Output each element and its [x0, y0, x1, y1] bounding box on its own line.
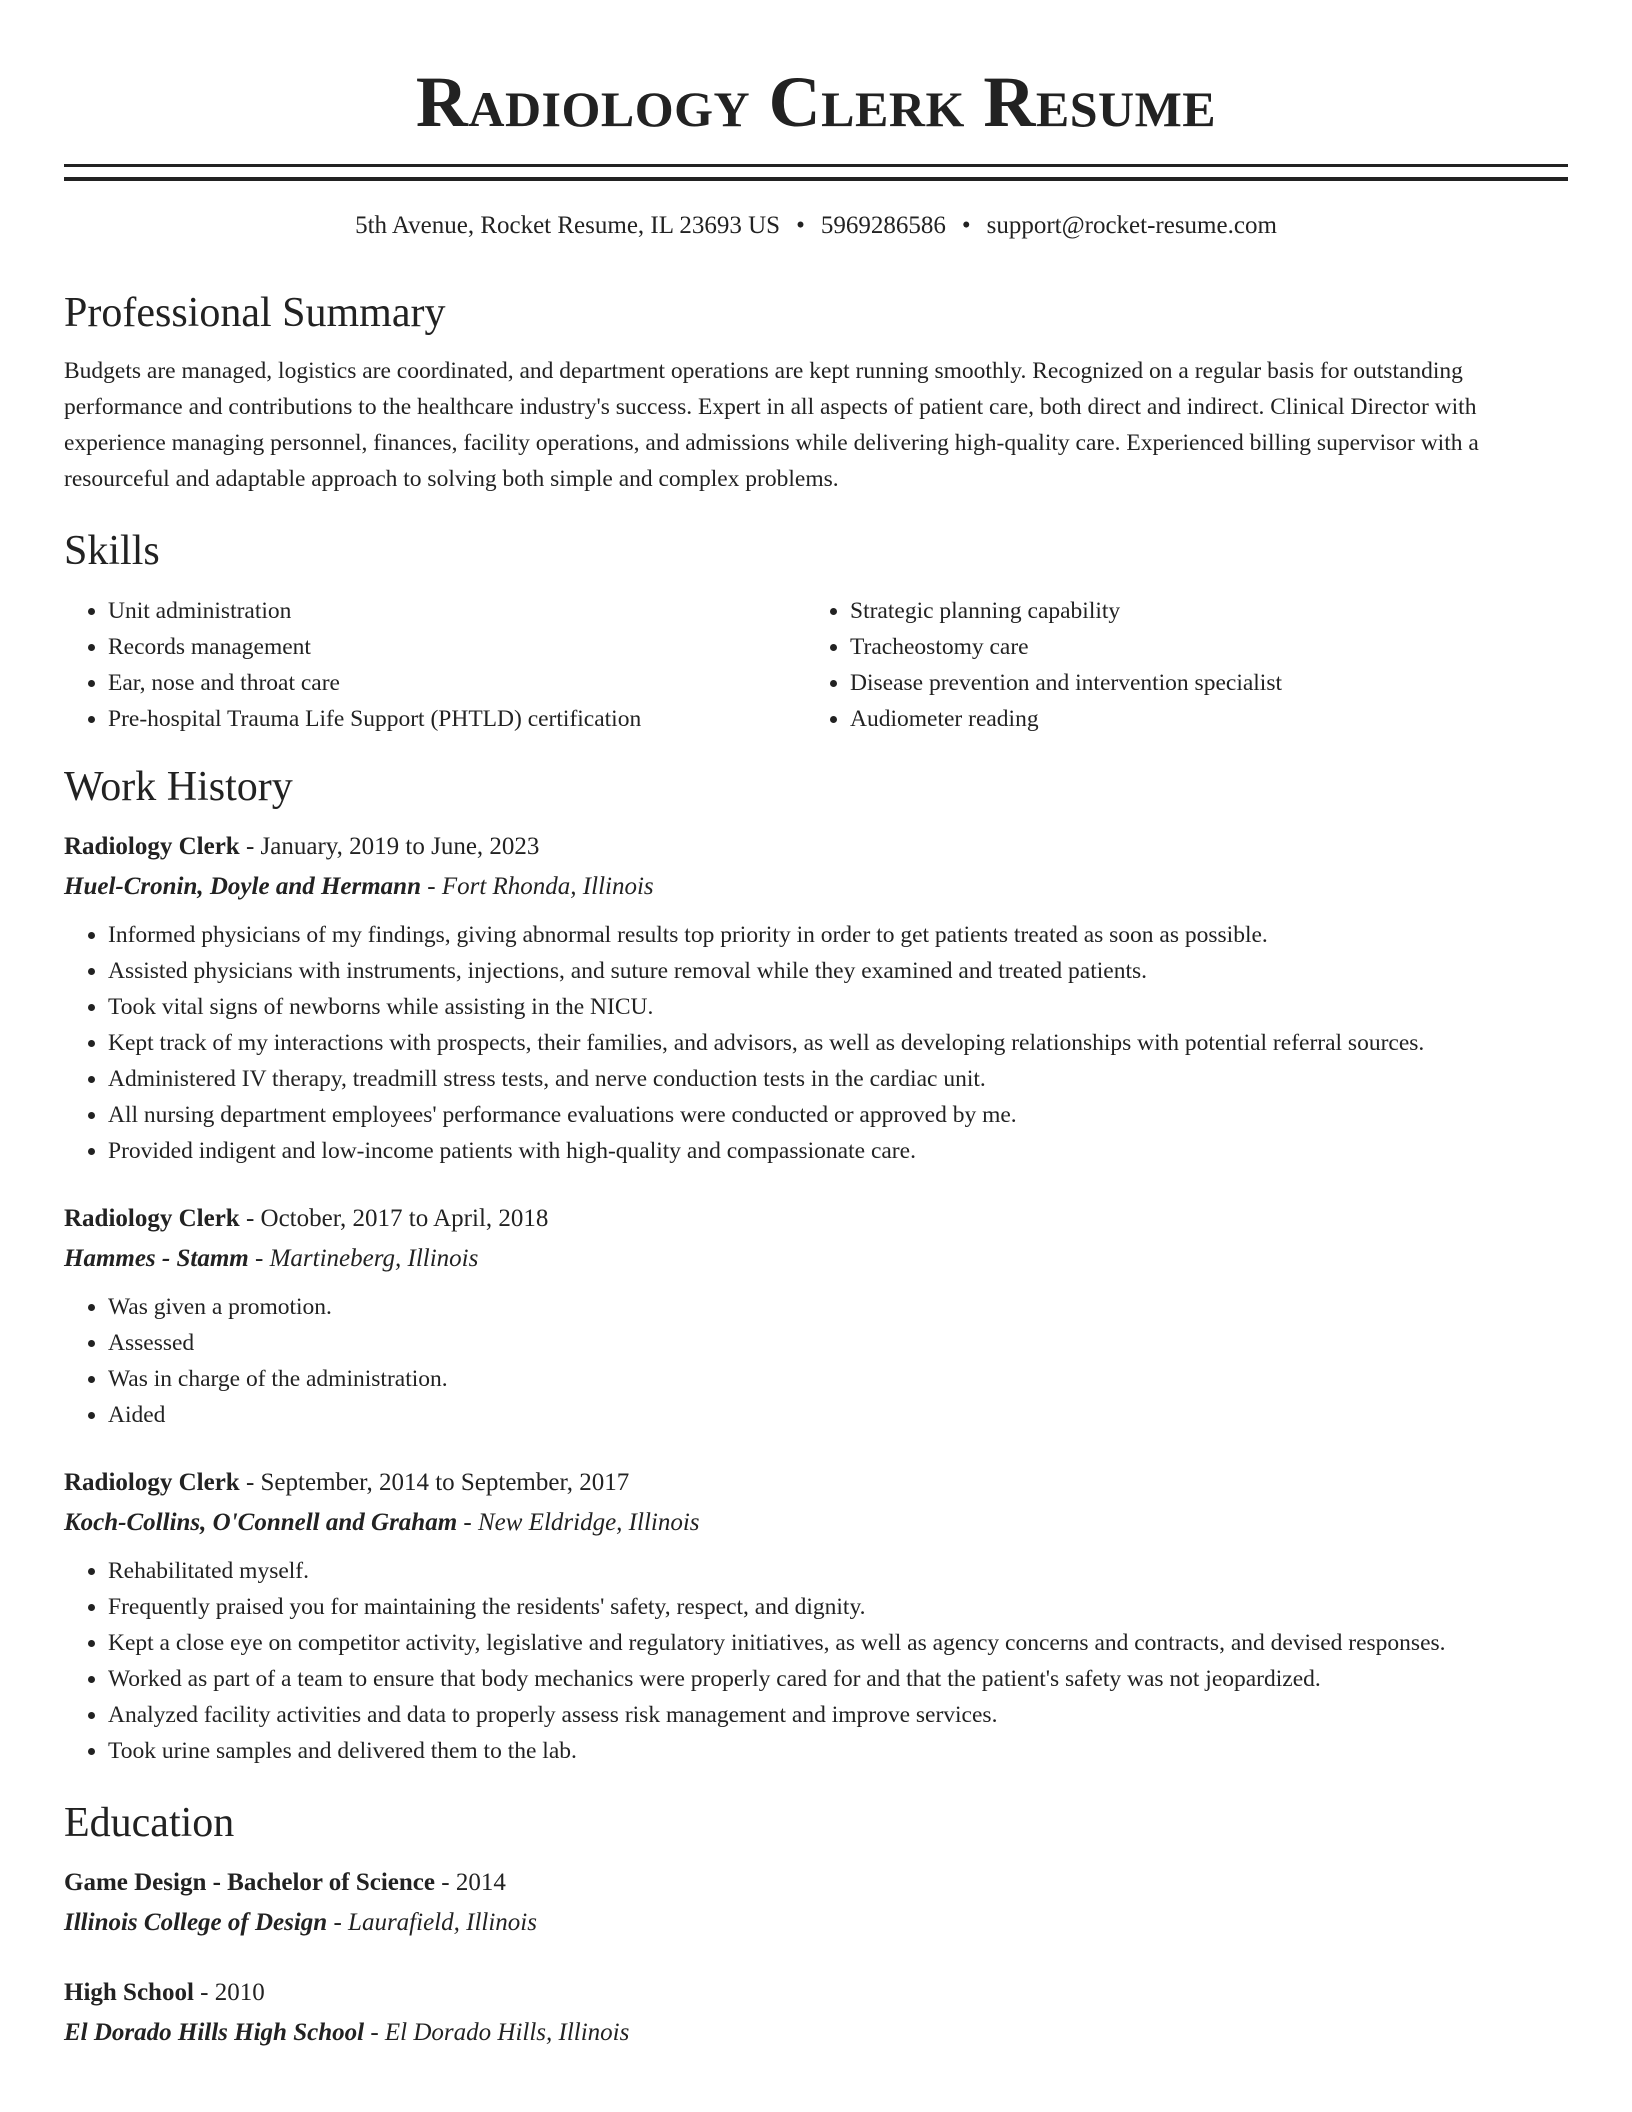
skills-heading: Skills	[64, 528, 160, 574]
job-company-line: Huel-Cronin, Doyle and Hermann - Fort Rhonda, Illinois	[64, 873, 654, 900]
job-bullet: • Assessed	[108, 1325, 1568, 1361]
job-role-line: Radiology Clerk - January, 2019 to June, 2023	[64, 833, 540, 860]
job-dates: October, 2017 to April, 2018	[260, 1205, 549, 1232]
job-bullet: • Informed physicians of my findings, giving abnormal results top priority in order to get patients treated as soon as possible.	[108, 917, 1568, 953]
education-degree: Game Design - Bachelor of Science	[64, 1869, 435, 1896]
education-entry	[64, 1863, 1568, 1943]
contact-email: support@rocket-resume.com	[986, 212, 1277, 239]
education-school: El Dorado Hills High School	[64, 2019, 365, 2046]
education-degree: High School	[64, 1979, 194, 2006]
education-degree-line: High School - 2010	[64, 1979, 265, 2006]
job-bullet: • Administered IV therapy, treadmill stress tests, and nerve conduction tests in the cardiac unit.	[108, 1061, 1568, 1097]
job-company-line: Hammes - Stamm - Martineberg, Illinois	[64, 1245, 479, 1272]
skill-item: • Tracheostomy care	[850, 629, 1548, 665]
contact-separator: •	[796, 212, 805, 239]
job-company: Huel-Cronin, Doyle and Hermann	[64, 873, 421, 900]
job-bullet: • Assisted physicians with instruments, injections, and suture removal while they examined and treated patients.	[108, 953, 1568, 989]
job-role-line: Radiology Clerk - October, 2017 to April, 2018	[64, 1205, 549, 1232]
job-bullet: • Aided	[108, 1397, 1568, 1433]
resume-title: Radiology Clerk Resume	[415, 62, 1217, 142]
job-dates: September, 2014 to September, 2017	[260, 1469, 630, 1496]
job-role: Radiology Clerk	[64, 833, 240, 860]
summary-heading: Professional Summary	[64, 290, 446, 336]
education-entry	[64, 1973, 1568, 2053]
skill-item: • Strategic planning capability	[850, 593, 1548, 629]
job-bullet: • Worked as part of a team to ensure that body mechanics were properly cared for and that the patient's safety was not jeopardized.	[108, 1661, 1568, 1697]
job-bullet: • Was given a promotion.	[108, 1289, 1568, 1325]
education-location: El Dorado Hills, Illinois	[384, 2019, 630, 2046]
job-entry	[64, 1463, 1568, 1769]
job-role: Radiology Clerk	[64, 1205, 240, 1232]
job-bullet: • Was in charge of the administration.	[108, 1361, 1568, 1397]
job-bullets	[64, 1289, 1568, 1433]
job-role-line: Radiology Clerk - September, 2014 to September, 2017	[64, 1469, 630, 1496]
skill-item: • Ear, nose and throat care	[108, 665, 806, 701]
skill-item: • Records management	[108, 629, 806, 665]
job-bullet: • Took urine samples and delivered them to the lab.	[108, 1733, 1568, 1769]
job-bullet: • Took vital signs of newborns while assisting in the NICU.	[108, 989, 1568, 1025]
title-divider	[64, 164, 1568, 181]
skill-item: • Pre-hospital Trauma Life Support (PHTLD) certification	[108, 701, 806, 737]
education-location: Laurafield, Illinois	[348, 1909, 537, 1936]
job-company-line: Koch-Collins, O'Connell and Graham - New Eldridge, Illinois	[64, 1509, 700, 1536]
job-location: New Eldridge, Illinois	[477, 1509, 700, 1536]
job-company: Koch-Collins, O'Connell and Graham	[64, 1509, 458, 1536]
job-dates: January, 2019 to June, 2023	[260, 833, 540, 860]
job-bullet: • Frequently praised you for maintaining the residents' safety, respect, and dignity.	[108, 1589, 1568, 1625]
job-bullet: • Analyzed facility activities and data to properly assess risk management and improve services.	[108, 1697, 1568, 1733]
education-school-line: El Dorado Hills High School - El Dorado Hills, Illinois	[64, 2019, 630, 2046]
skills-list	[64, 593, 1568, 737]
work-history-heading: Work History	[64, 764, 293, 810]
skill-item: • Audiometer reading	[850, 701, 1548, 737]
skills-column-left	[64, 593, 806, 737]
summary-text: Budgets are managed, logistics are coordinated, and department operations are kept running smoothly. Recognized on a regular basis for outstanding performance and contributions to the healthcare industry's success. Expert in all aspects of patient care, both direct and indirect. Clinical Director with experience managing personnel, finances, facility operations, and admissions while delivering high-quality care. Experienced billing supervisor with a resourceful and adaptable approach to solving both simple and complex problems.	[64, 358, 1479, 492]
education-heading: Education	[64, 1800, 235, 1846]
job-bullets	[64, 917, 1568, 1169]
contact-line	[64, 209, 1568, 243]
skill-item: • Unit administration	[108, 593, 806, 629]
job-bullets	[64, 1553, 1568, 1769]
job-bullet: • All nursing department employees' performance evaluations were conducted or approved by me.	[108, 1097, 1568, 1133]
job-location: Fort Rhonda, Illinois	[441, 873, 654, 900]
job-bullet: • Rehabilitated myself.	[108, 1553, 1568, 1589]
job-location: Martineberg, Illinois	[269, 1245, 479, 1272]
contact-phone: 5969286586	[820, 212, 946, 239]
education-year: 2014	[455, 1869, 506, 1896]
education-school: Illinois College of Design	[64, 1909, 328, 1936]
job-entry	[64, 827, 1568, 1169]
job-bullet: • Kept track of my interactions with prospects, their families, and advisors, as well as developing relationships with potential referral sources.	[108, 1025, 1568, 1061]
education-year: 2010	[214, 1979, 265, 2006]
job-company: Hammes - Stamm	[64, 1245, 249, 1272]
education-degree-line: Game Design - Bachelor of Science - 2014	[64, 1869, 506, 1896]
skills-column-right	[806, 593, 1548, 737]
job-bullet: • Provided indigent and low-income patients with high-quality and compassionate care.	[108, 1133, 1568, 1169]
job-role: Radiology Clerk	[64, 1469, 240, 1496]
skill-item: • Disease prevention and intervention specialist	[850, 665, 1548, 701]
contact-address: 5th Avenue, Rocket Resume, IL 23693 US	[355, 212, 781, 239]
job-bullet: • Kept a close eye on competitor activity, legislative and regulatory initiatives, as well as agency concerns and contracts, and devised responses.	[108, 1625, 1568, 1661]
education-school-line: Illinois College of Design - Laurafield, Illinois	[64, 1909, 537, 1936]
job-entry	[64, 1199, 1568, 1433]
contact-separator: •	[961, 212, 971, 239]
